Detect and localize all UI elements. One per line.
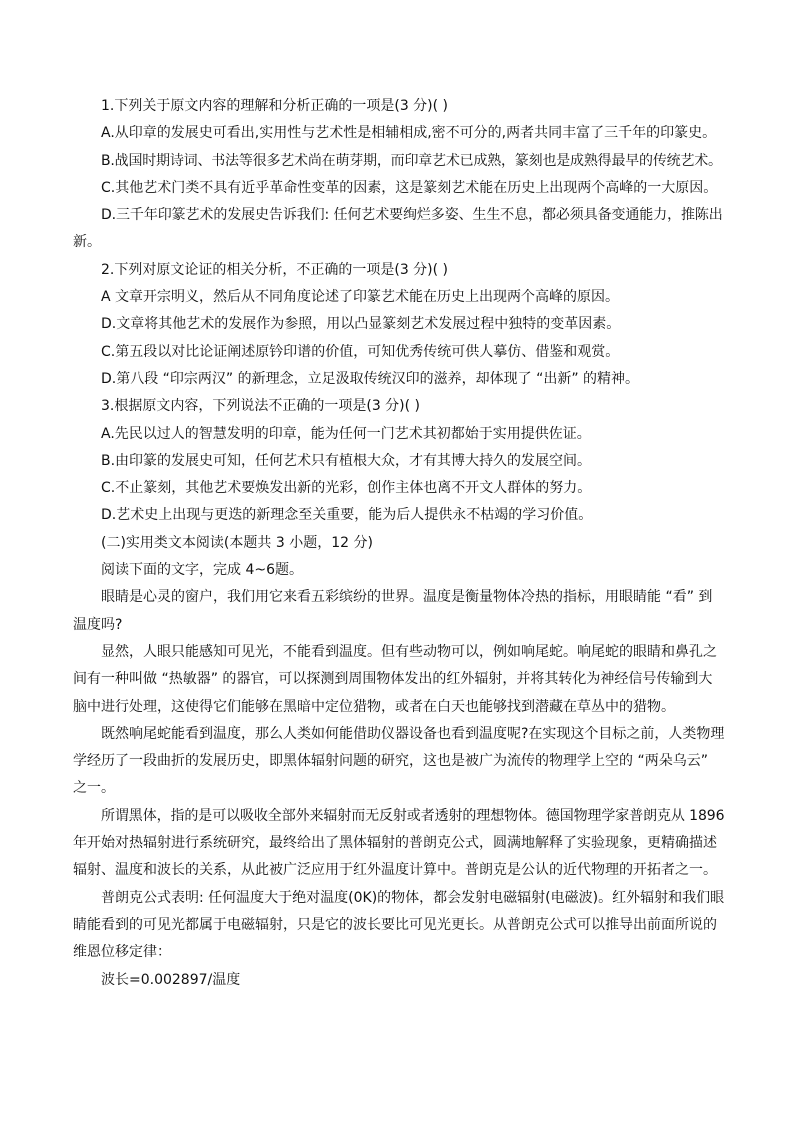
question-2-stem: 2.下列对原文论证的相关分析，不正确的一项是(3 分)( )	[101, 261, 449, 278]
passage-paragraph-2-line-2: 间有一种叫做 “热敏器” 的器官，可以探测到周围物体发出的红外辐射，并将其转化为神经信号传输到大	[73, 671, 713, 688]
question-2-option-a: A 文章开宗明义，然后从不同角度论述了印篆艺术能在历史上出现两个高峰的原因。	[101, 289, 620, 306]
question-3-option-a: A.先民以过人的智慧发明的印章，能为任何一门艺术其初都始于实用提供佐证。	[101, 425, 591, 442]
wien-formula: 波长=0.002897/温度	[101, 971, 241, 988]
passage-paragraph-5-line-1: 普朗克公式表明: 任何温度大于绝对温度(0K)的物体，都会发射电磁辐射(电磁波)。红外辐射和我们眼	[101, 889, 725, 906]
question-1-option-d-continued: 新。	[73, 234, 101, 251]
question-1-option-a: A.从印章的发展史可看出,实用性与艺术性是相辅相成,密不可分的,两者共同丰富了三千年的印篆史。	[101, 125, 717, 142]
question-3-option-c: C.不止篆刻，其他艺术要焕发出新的光彩，创作主体也离不开文人群体的努力。	[101, 480, 592, 497]
question-3-option-b: B.由印篆的发展史可知，任何艺术只有植根大众，才有其博大持久的发展空间。	[101, 452, 592, 469]
passage-paragraph-3-line-3: 之一。	[73, 780, 115, 797]
passage-paragraph-3-line-2: 学经历了一段曲折的发展历史，即黑体辐射问题的研究，这也是被广为流传的物理学上空的 “两朵乌云”	[73, 753, 708, 770]
question-2-option-d: D.第八段 “印宗两汉” 的新理念，立足汲取传统汉印的滋养，却体现了 “出新” 的精神。	[101, 370, 640, 387]
passage-paragraph-5-line-3: 维恩位移定律：	[73, 944, 171, 961]
passage-paragraph-5-line-2: 睛能看到的可见光都属于电磁辐射，只是它的波长要比可见光更长。从普朗克公式可以推导出前面所说的	[73, 916, 717, 933]
question-2-option-c: C.第五段以对比论证阐述原钤印谱的价值，可知优秀传统可供人摹仿、借鉴和观赏。	[101, 343, 620, 360]
question-1-option-c: C.其他艺术门类不具有近乎革命性变革的因素，这是篆刻艺术能在历史上出现两个高峰的一大原因。	[101, 179, 718, 196]
passage-paragraph-2-line-3: 脑中进行处理，这使得它们能够在黑暗中定位猎物，或者在白天也能够找到潜藏在草丛中的猎物。	[73, 698, 675, 715]
passage-paragraph-4-line-2: 年开始对热辐射进行系统研究，最终给出了黑体辐射的普朗克公式，圆满地解释了实验现象，更精确描述	[73, 835, 717, 852]
document-page	[73, 93, 725, 994]
passage-paragraph-1-line-1: 眼睛是心灵的窗户，我们用它来看五彩缤纷的世界。温度是衡量物体冷热的指标，用眼睛能 “看” 到	[101, 589, 713, 606]
section-instruction: 阅读下面的文字，完成 4~6题。	[101, 562, 303, 579]
passage-paragraph-3-line-1: 既然响尾蛇能看到温度，那么人类如何能借助仪器设备也看到温度呢?在实现这个目标之前，人类物理	[101, 725, 725, 742]
question-1-option-b: B.战国时期诗词、书法等很多艺术尚在萌芽期，而印章艺术已成熟，篆刻也是成熟得最早的传统艺术。	[101, 152, 722, 169]
question-2-option-b: D.文章将其他艺术的发展作为参照，用以凸显篆刻艺术发展过程中独特的变革因素。	[101, 316, 621, 333]
question-1-stem: 1.下列关于原文内容的理解和分析正确的一项是(3 分)( )	[101, 98, 449, 114]
question-3-stem: 3.根据原文内容，下列说法不正确的一项是(3 分)( )	[101, 398, 421, 415]
question-1-option-d: D.三千年印篆艺术的发展史告诉我们: 任何艺术要绚烂多姿、生生不息，都必须具备变通能力，推陈出	[101, 207, 723, 224]
passage-paragraph-4-line-1: 所谓黑体，指的是可以吸收全部外来辐射而无反射或者透射的理想物体。德国物理学家普朗克从 1896	[101, 807, 725, 824]
section-heading: (二)实用类文本阅读(本题共 3 小题，12 分)	[101, 534, 373, 551]
passage-paragraph-2-line-1: 显然，人眼只能感知可见光，不能看到温度。但有些动物可以，例如响尾蛇。响尾蛇的眼睛和鼻孔之	[101, 643, 717, 660]
passage-paragraph-1-line-2: 温度吗?	[73, 616, 123, 633]
question-3-option-d: D.艺术史上出现与更迭的新理念至关重要，能为后人提供永不枯竭的学习价值。	[101, 507, 593, 524]
passage-paragraph-4-line-3: 辐射、温度和波长的关系，从此被广泛应用于红外温度计算中。普朗克是公认的近代物理的开拓者之一。	[73, 862, 717, 879]
